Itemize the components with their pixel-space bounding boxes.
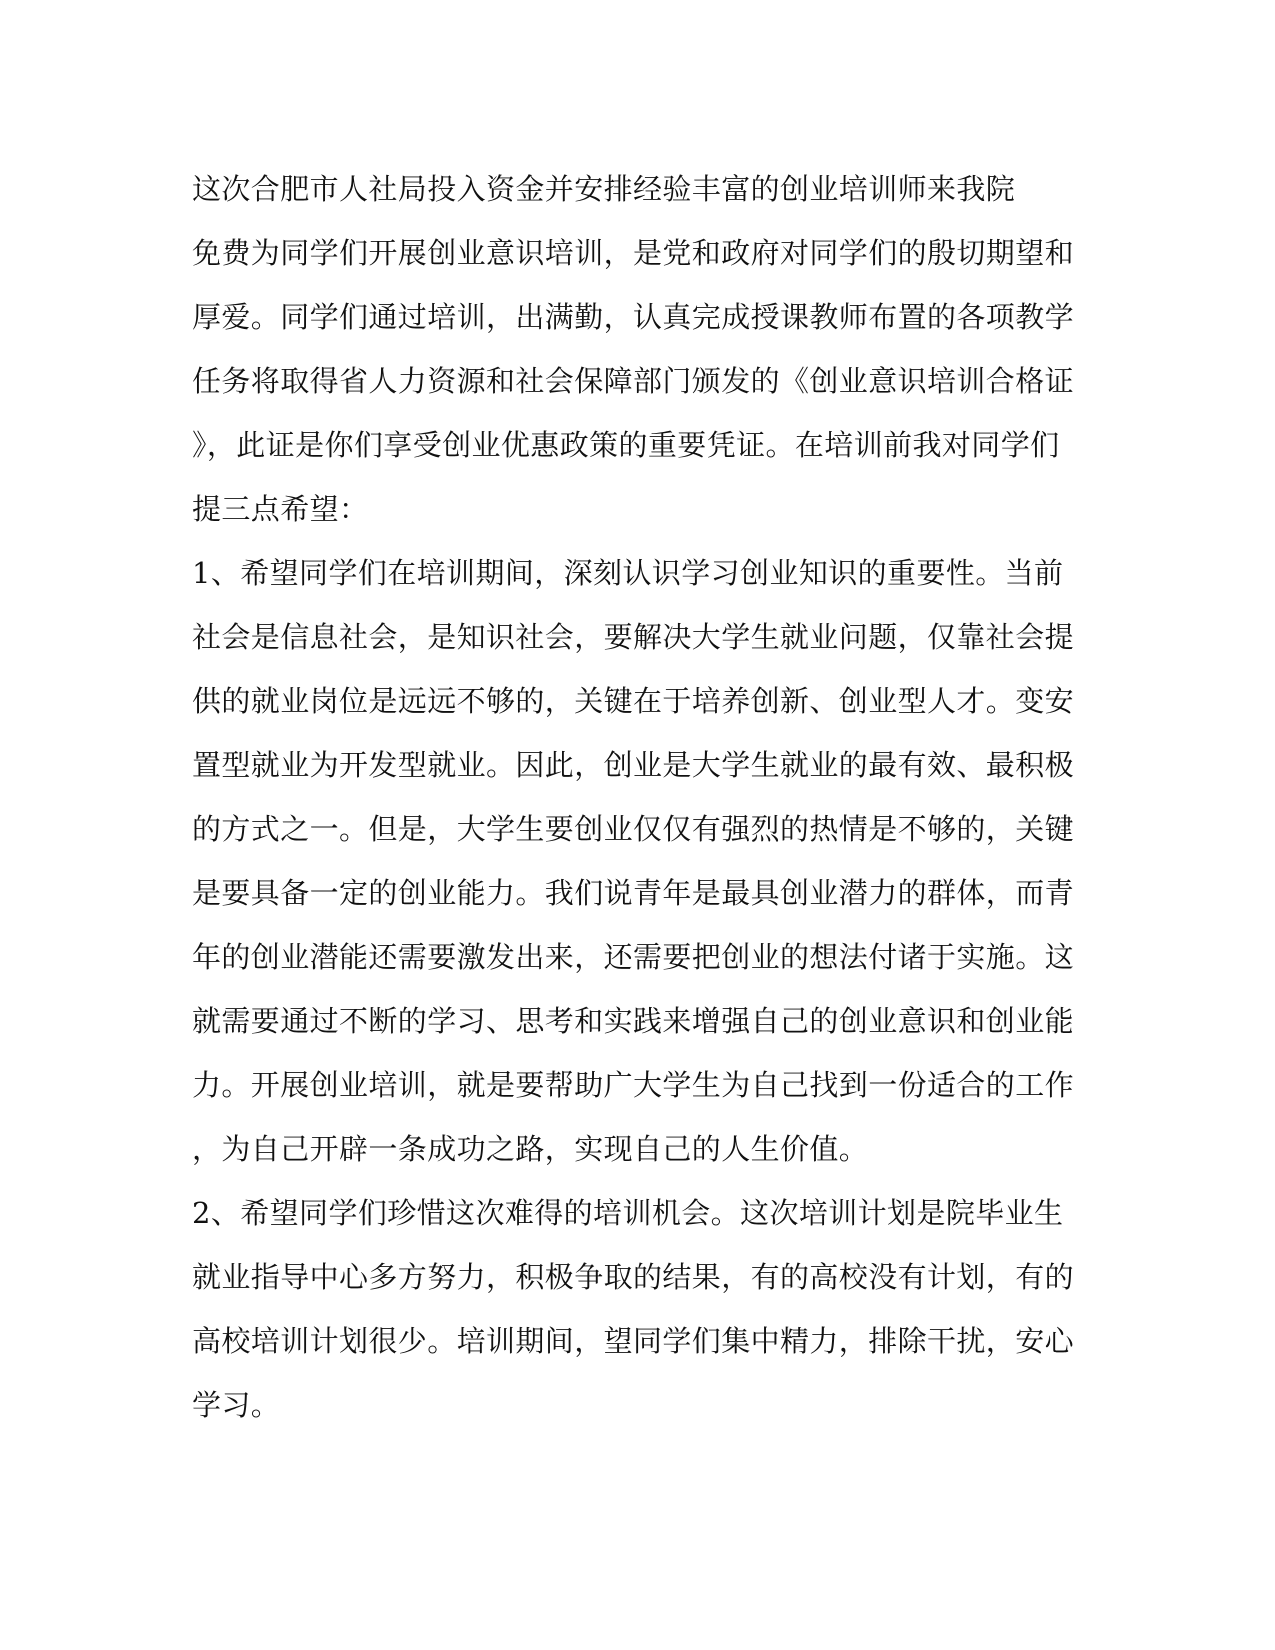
text-line-12: 是要具备一定的创业能力。我们说青年是最具创业潜力的群体，而青 — [192, 876, 1075, 910]
text-line-2: 免费为同学们开展创业意识培训，是党和政府对同学们的殷切期望和 — [192, 236, 1075, 270]
text-line-5: 》，此证是你们享受创业优惠政策的重要凭证。在培训前我对同学们 — [192, 428, 1060, 462]
document-body — [192, 157, 1075, 1437]
text-line-11: 的方式之一。但是，大学生要创业仅仅有强烈的热情是不够的，关键 — [192, 812, 1075, 846]
text-line-19: 高校培训计划很少。培训期间，望同学们集中精力，排除干扰，安心 — [192, 1324, 1075, 1358]
text-line-18: 就业指导中心多方努力，积极争取的结果，有的高校没有计划，有的 — [192, 1260, 1075, 1294]
text-line-9: 供的就业岗位是远远不够的，关键在于培养创新、创业型人才。变安 — [192, 684, 1075, 718]
text-line-6: 提三点希望： — [192, 492, 369, 526]
text-line-4: 任务将取得省人力资源和社会保障部门颁发的《创业意识培训合格证 — [192, 364, 1075, 398]
text-line-7: 1、希望同学们在培训期间，深刻认识学习创业知识的重要性。当前 — [192, 556, 1064, 590]
text-line-1: 这次合肥市人社局投入资金并安排经验丰富的创业培训师来我院 — [192, 172, 1016, 206]
text-line-3: 厚爱。同学们通过培训，出满勤，认真完成授课教师布置的各项教学 — [192, 300, 1075, 334]
text-line-20: 学习。 — [192, 1388, 281, 1422]
text-line-14: 就需要通过不断的学习、思考和实践来增强自己的创业意识和创业能 — [192, 1004, 1075, 1038]
text-line-17: 2、希望同学们珍惜这次难得的培训机会。这次培训计划是院毕业生 — [192, 1196, 1064, 1230]
text-line-10: 置型就业为开发型就业。因此，创业是大学生就业的最有效、最积极 — [192, 748, 1075, 782]
text-line-8: 社会是信息社会，是知识社会，要解决大学生就业问题，仅靠社会提 — [192, 620, 1075, 654]
text-line-16: ，为自己开辟一条成功之路，实现自己的人生价值。 — [192, 1132, 869, 1166]
text-line-13: 年的创业潜能还需要激发出来，还需要把创业的想法付诸于实施。这 — [192, 940, 1075, 974]
text-line-15: 力。开展创业培训，就是要帮助广大学生为自己找到一份适合的工作 — [192, 1068, 1075, 1102]
